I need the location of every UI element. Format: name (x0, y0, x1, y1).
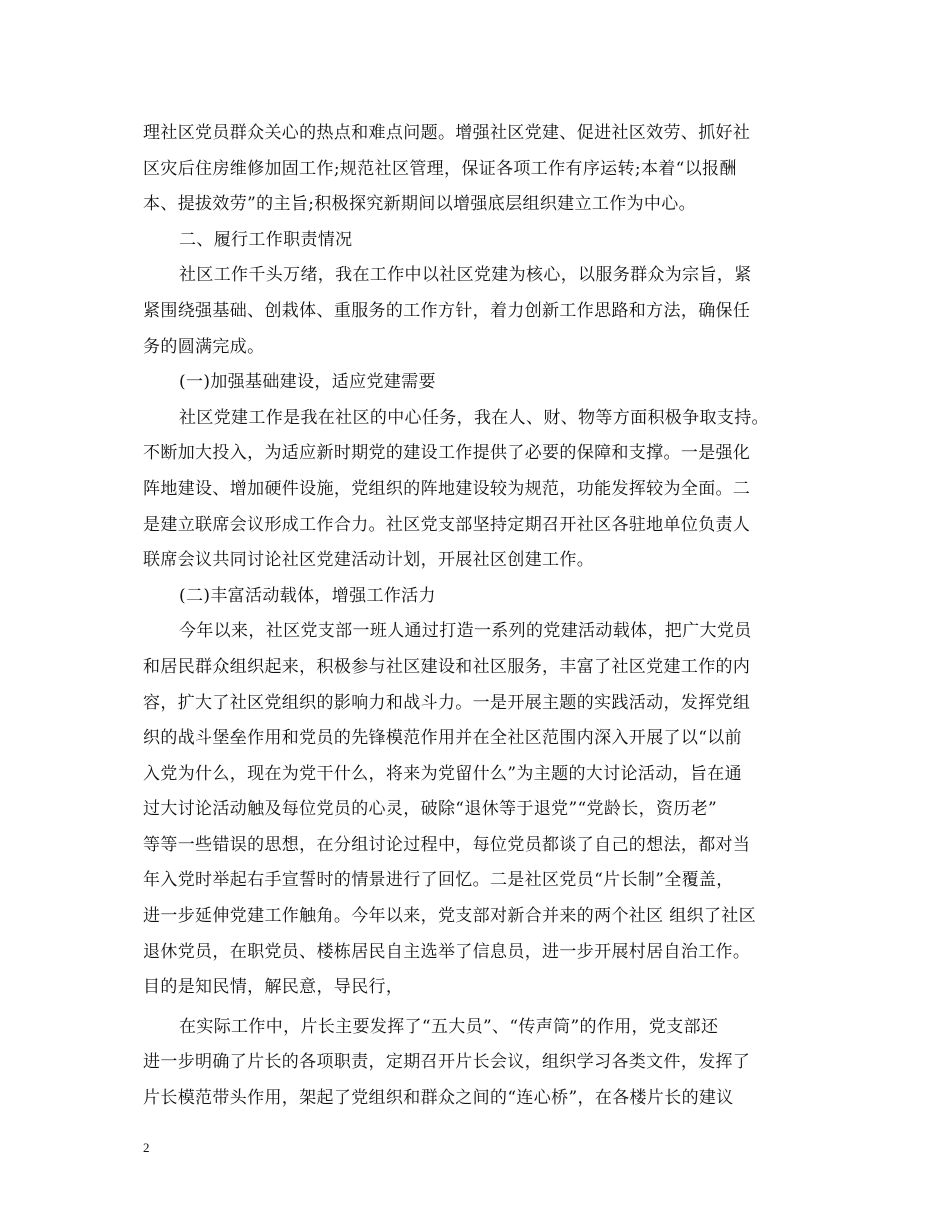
text-line: 紧围绕强基础、创栽体、重服务的工作方针，着力创新工作思路和方法，确保任 (143, 300, 751, 321)
text-line: 社区工作千头万绪，我在工作中以社区党建为核心，以服务群众为宗旨，紧 (179, 265, 752, 286)
text-line: 等等一些错误的思想，在分组讨论过程中，每位党员都谈了自己的想法，都对当 (143, 834, 751, 855)
section-heading: 二、履行工作职责情况 (179, 229, 353, 250)
text-line: 进一步延伸党建工作触角。今年以来，党支部对新合并来的两个社区 组织了社区 (143, 906, 757, 927)
text-line: 入党为什么，现在为党干什么，将来为党留什么”为主题的大讨论活动，旨在通 (143, 763, 742, 784)
text-line: 阵地建设、增加硬件设施，党组织的阵地建设较为规范，功能发挥较为全面。二 (143, 478, 751, 499)
text-line: 和居民群众组织起来，积极参与社区建设和社区服务，丰富了社区党建工作的内 (143, 656, 751, 677)
text-line: 联席会议共同讨论社区党建活动计划，开展社区创建工作。 (143, 550, 595, 571)
text-line: 退休党员，在职党员、楼栋居民自主选举了信息员，进一步开展村居自治工作。 (143, 941, 751, 962)
text-line: 本、提拔效劳”的主旨;积极探究新期间以增强底层组织建立工作为中心。 (143, 194, 696, 215)
text-line: 在实际工作中，片长主要发挥了“五大员”、“传声筒”的作用，党支部还 (179, 1016, 719, 1037)
text-line: 片长模范带头作用，架起了党组织和群众之间的“连心桥”，在各楼片长的建议 (143, 1088, 734, 1109)
text-line: 目的是知民情，解民意，导民行， (143, 977, 404, 998)
text-line: 区灾后住房维修加固工作;规范社区管理，保证各项工作有序运转;本着“以报酬 (143, 158, 737, 179)
text-line: 理社区党员群众关心的热点和难点问题。增强社区党建、促进社区效劳、抓好社 (143, 123, 751, 143)
text-line: 年入党时举起右手宣誓时的情景进行了回忆。二是社区党员“片长制”全覆盖， (143, 870, 734, 891)
text-line: 进一步明确了片长的各项职责，定期召开片长会议，组织学习各类文件，发挥了 (143, 1052, 751, 1073)
text-line: 织的战斗堡垒作用和党员的先锋模范作用并在全社区范围内深入开展了以“以前 (143, 728, 742, 749)
text-line: 不断加大投入，为适应新时期党的建设工作提供了必要的保障和支撑。一是强化 (143, 443, 751, 464)
text-line: 务的圆满完成。 (143, 336, 265, 357)
subsection-heading: (二)丰富活动载体，增强工作活力 (179, 585, 436, 606)
page-number: 2 (143, 1140, 150, 1155)
subsection-heading: (一)加强基础建设，适应党建需要 (179, 372, 436, 393)
text-line: 过大讨论活动触及每位党员的心灵，破除“退休等于退党”“党龄长，资历老” (143, 799, 718, 820)
text-line: 容，扩大了社区党组织的影响力和战斗力。一是开展主题的实践活动，发挥党组 (143, 692, 751, 713)
text-line: 社区党建工作是我在社区的中心任务，我在人、财、物等方面积极争取支持。 (179, 407, 769, 428)
text-line: 今年以来，社区党支部一班人通过打造一系列的党建活动载体，把广大党员 (179, 621, 752, 642)
text-line: 是建立联席会议形成工作合力。社区党支部坚持定期召开社区各驻地单位负责人 (143, 514, 751, 535)
document-body (143, 116, 810, 1117)
